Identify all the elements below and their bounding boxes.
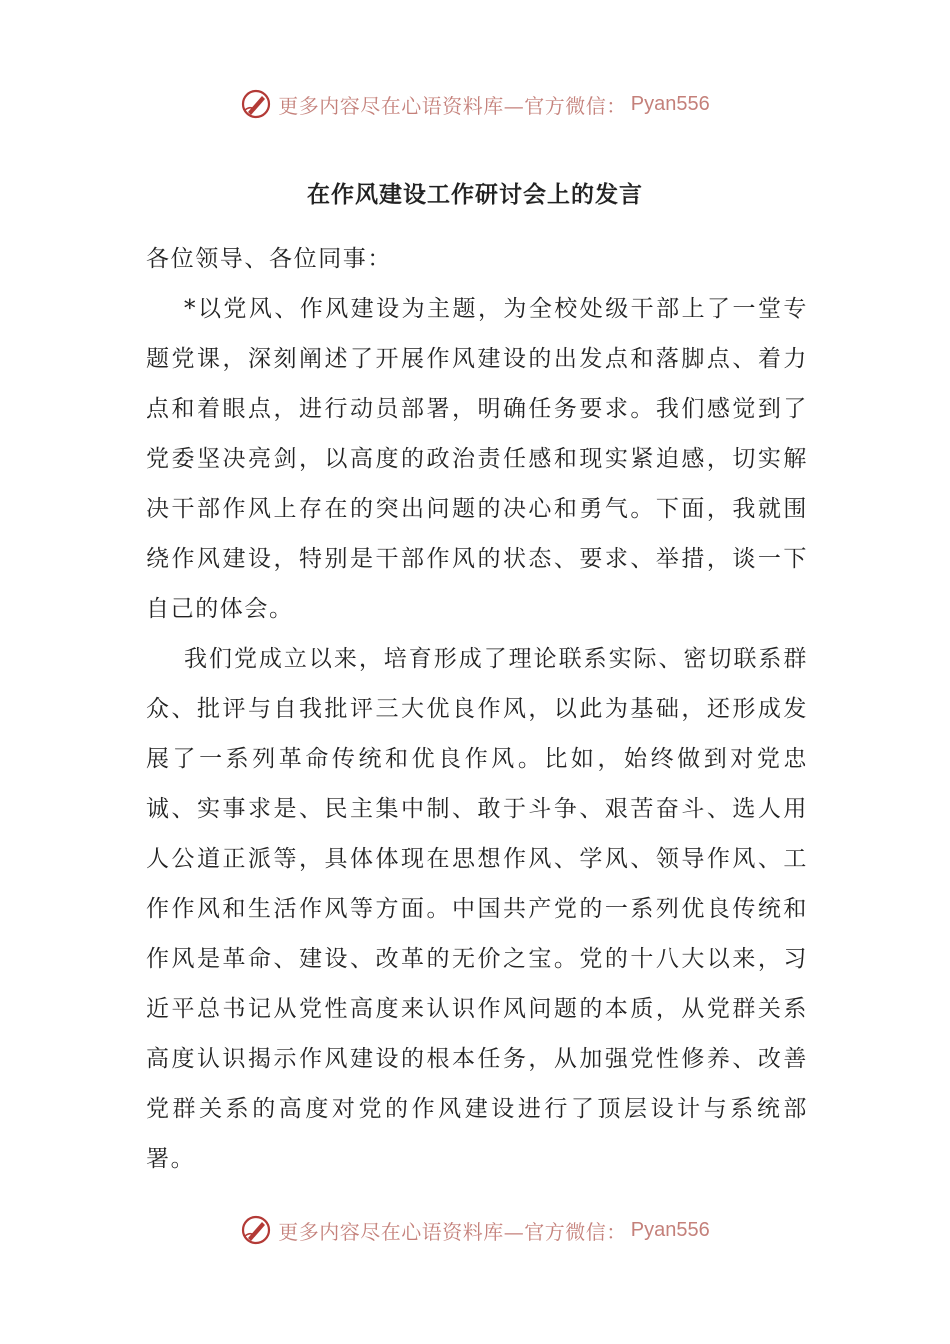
wechat-id: Pyan556 — [630, 92, 710, 115]
banner-text: 更多内容尽在心语资料库—官方微信： — [278, 1219, 627, 1244]
salutation: 各位领导、各位同事： — [146, 246, 392, 272]
wechat-id: Pyan556 — [630, 1218, 710, 1241]
pen-logo-icon — [240, 1214, 272, 1246]
header-banner — [0, 84, 950, 124]
paragraph: *以党风、作风建设为主题，为全校处级干部上了一堂专题党课，深刻阐述了开展作风建设的出发点和落脚点、着力点和着眼点，进行动员部署，明确任务要求。我们感觉到了党委坚决亮剑，以高度的政治责任感和现实紧迫感，切实解决干部作风上存在的突出问题的决心和勇气。下面，我就围绕作风建设，特别是干部作风的状态、要求、举措，谈一下自己的体会。 — [146, 296, 808, 622]
banner-text: 更多内容尽在心语资料库—官方微信： — [278, 93, 627, 118]
paragraph: 我们党成立以来，培育形成了理论联系实际、密切联系群众、批评与自我批评三大优良作风，以此为基础，还形成发展了一系列革命传统和优良作风。比如，始终做到对党忠诚、实事求是、民主集中制、敢于斗争、艰苦奋斗、选人用人公道正派等，具体体现在思想作风、学风、领导作风、工作作风和生活作风等方面。中国共产党的一系列优良传统和作风是革命、建设、改革的无价之宝。党的十八大以来，习近平总书记从党性高度来认识作风问题的本质，从党群关系高度认识揭示作风建设的根本任务，从加强党性修养、改善党群关系的高度对党的作风建设进行了顶层设计与系统部署。 — [146, 646, 808, 1172]
document-body — [146, 234, 808, 1184]
pen-logo-icon — [240, 88, 272, 120]
document-title: 在作风建设工作研讨会上的发言 — [307, 181, 643, 208]
footer-banner — [0, 1210, 950, 1250]
